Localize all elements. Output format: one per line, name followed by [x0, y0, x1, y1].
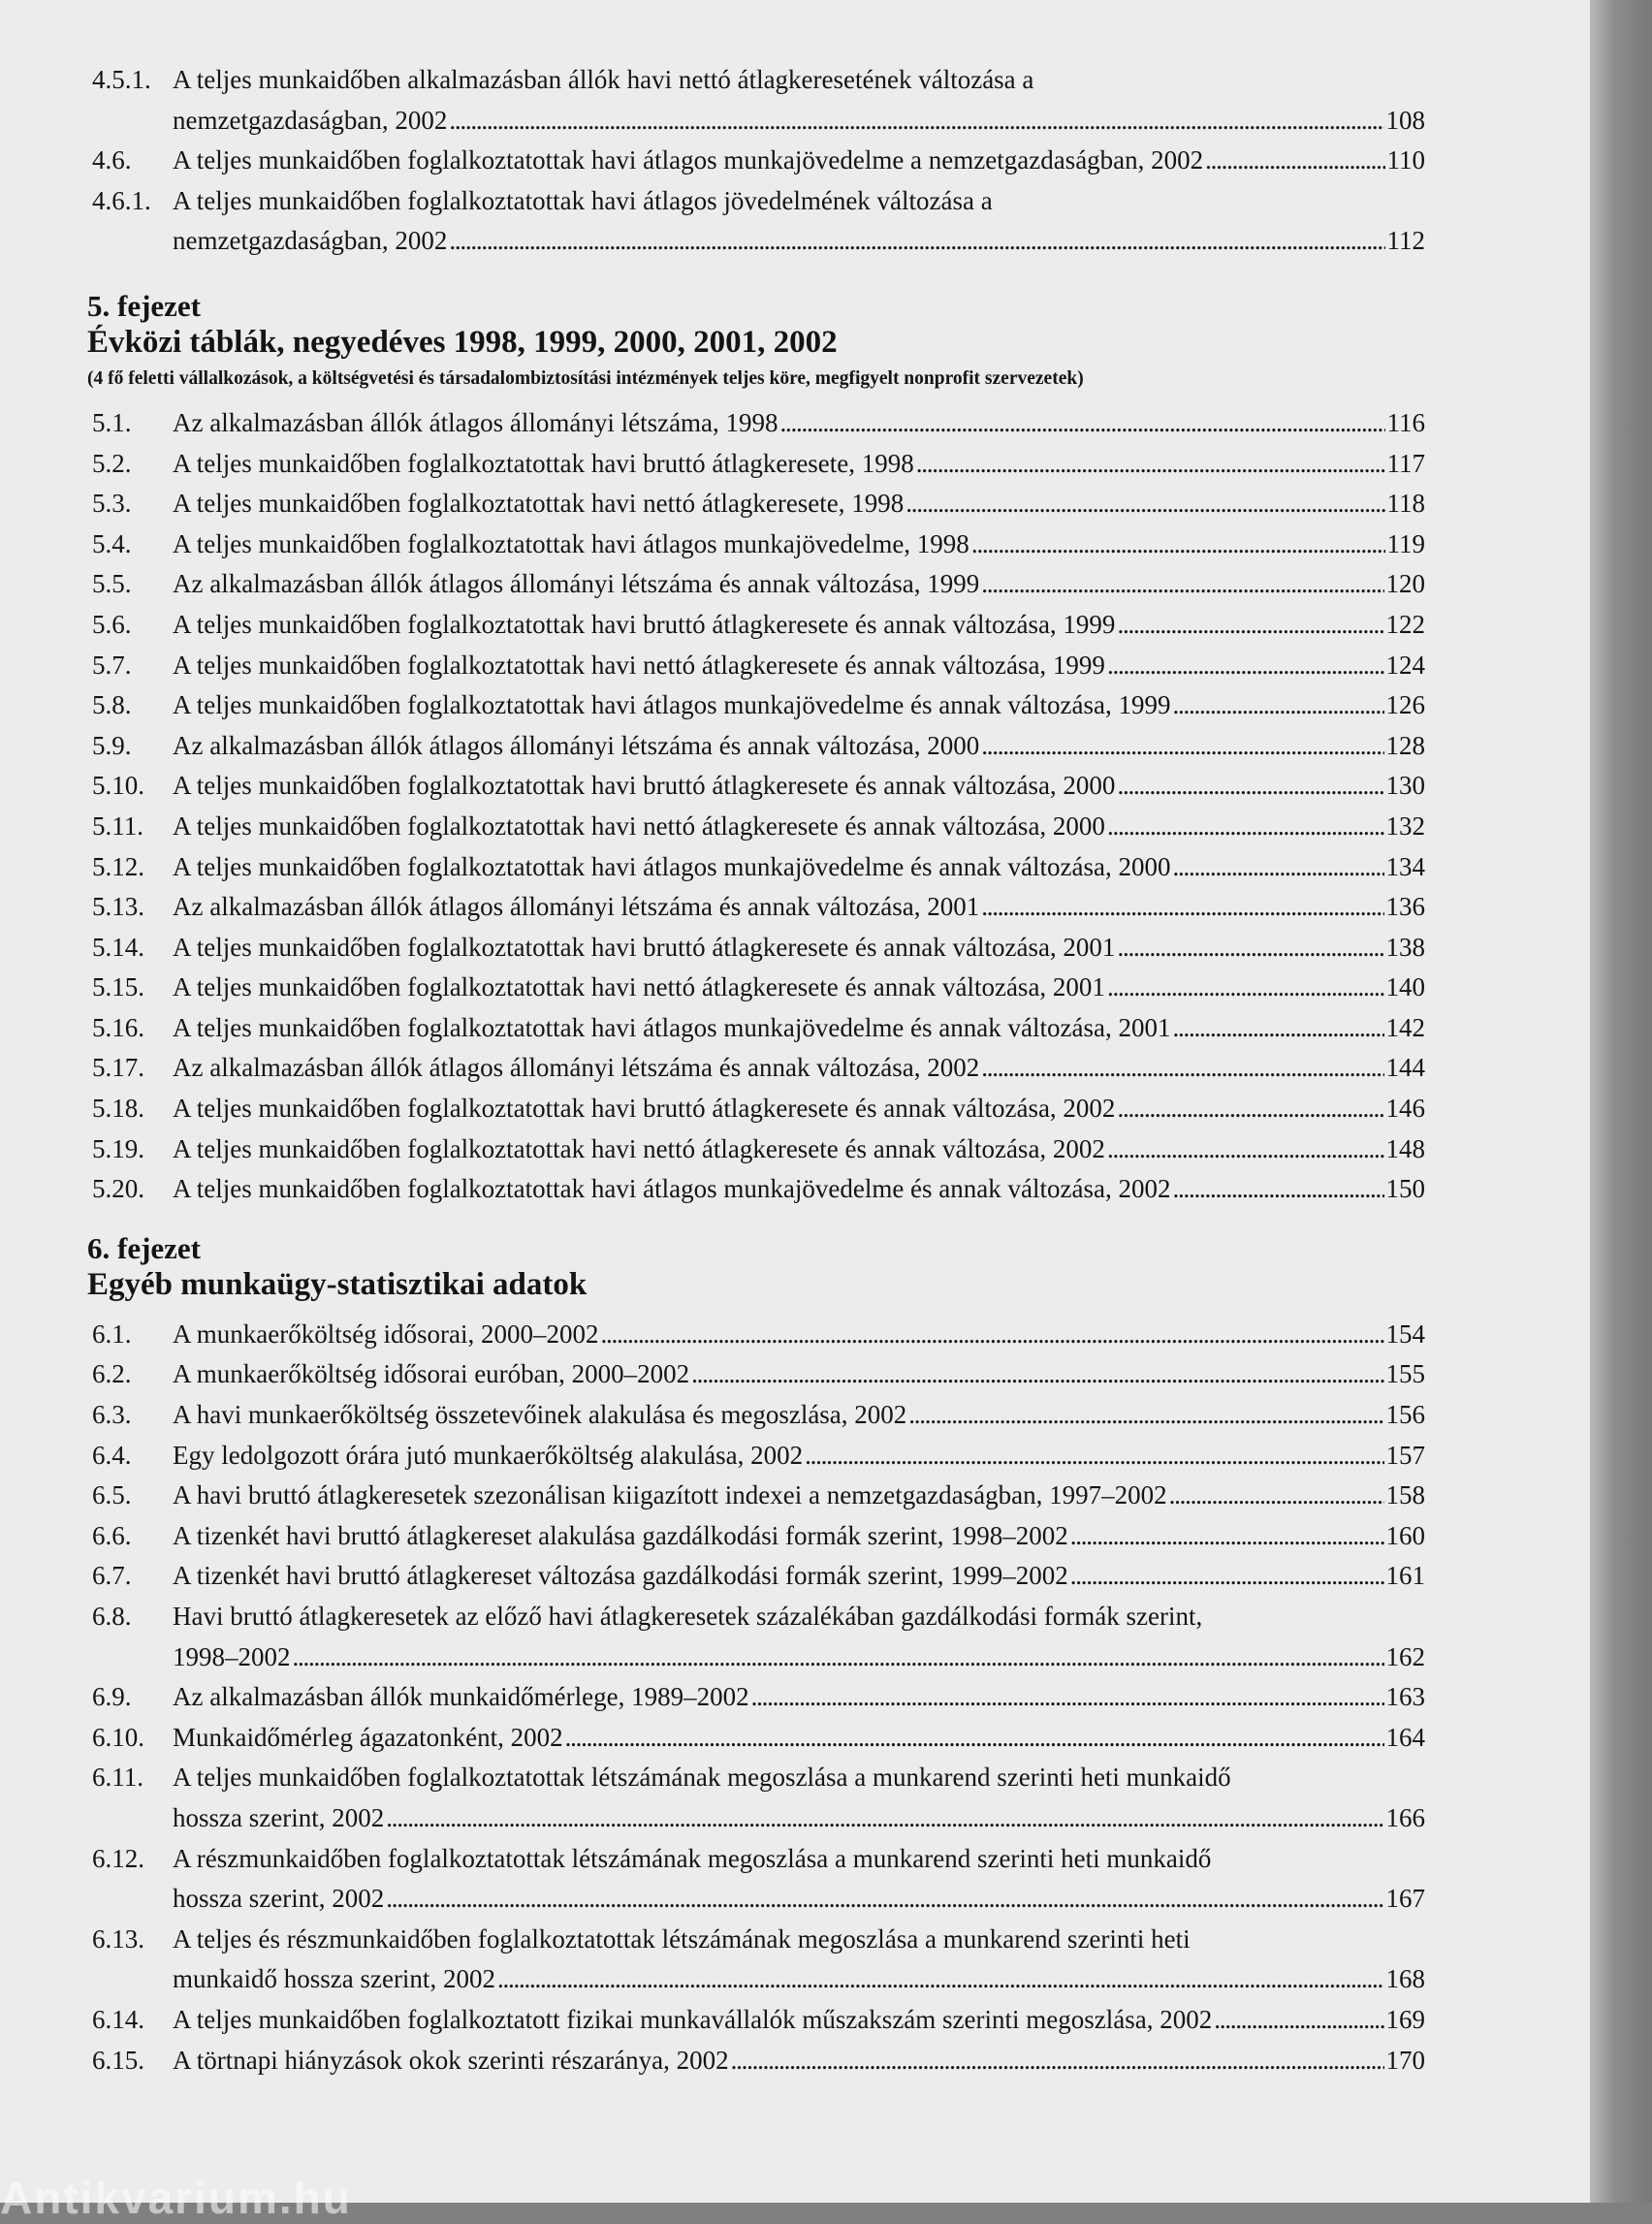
toc-entry-number: 6.11. [92, 1763, 143, 1793]
toc-entry-number: 5.13. [92, 892, 144, 922]
toc-entry-page-number: 120 [1385, 569, 1425, 599]
toc-entry-title: A teljes munkaidőben foglalkoztatottak havi átlagos munkajövedelme és annak változása, 2001 [173, 1012, 1171, 1042]
toc-entry-row [173, 726, 1425, 767]
dot-leader [293, 1637, 1384, 1678]
toc-entry-row [173, 605, 1425, 646]
toc-entry-row [173, 1879, 1425, 1920]
toc-entry-title: A teljes munkaidőben foglalkoztatottak havi nettó átlagkeresete és annak változása, 1999 [173, 650, 1105, 680]
dot-leader [1117, 928, 1383, 969]
dot-leader [1107, 807, 1384, 847]
toc-entry-title: Az alkalmazásban állók átlagos állományi létszáma és annak változása, 2001 [173, 892, 980, 922]
toc-entry-page-number: 170 [1385, 2045, 1425, 2075]
toc-entry-number: 5.11. [92, 810, 143, 841]
toc-entry-page-number: 158 [1385, 1480, 1425, 1510]
toc-entry[interactable] [87, 847, 1425, 888]
toc-entry-title: A teljes munkaidőben foglalkoztatottak havi nettó átlagkeresete és annak változása, 2002 [173, 1133, 1105, 1163]
toc-entry-title: A munkaerőköltség idősorai, 2000–2002 [173, 1319, 599, 1349]
toc-entry-row [173, 1169, 1425, 1210]
toc-entry[interactable] [87, 928, 1425, 969]
toc-entry[interactable] [87, 1089, 1425, 1129]
toc-entry[interactable] [87, 484, 1425, 524]
toc-entry-body [173, 605, 1425, 646]
toc-entry-page-number: 112 [1386, 226, 1425, 256]
toc-entry-body [173, 564, 1425, 605]
toc-entry-row [173, 766, 1425, 807]
toc-entry-row [173, 1516, 1425, 1557]
toc-entry-row [173, 1718, 1425, 1759]
toc-entry-title: A teljes munkaidőben foglalkoztatottak havi bruttó átlagkeresete és annak változása, 2000 [173, 771, 1116, 801]
toc-entry-body [173, 968, 1425, 1008]
toc-entry-body [173, 847, 1425, 888]
dot-leader [1172, 685, 1383, 726]
toc-entry-row [173, 807, 1425, 847]
dot-leader [1169, 1476, 1384, 1516]
toc-entry-page-number: 140 [1385, 972, 1425, 1002]
dot-leader [565, 1718, 1384, 1759]
toc-entry-body [173, 2041, 1425, 2081]
toc-entry-number: 6.9. [92, 1682, 132, 1712]
dot-leader [449, 101, 1383, 142]
toc-entry-row [173, 403, 1425, 444]
toc-entry[interactable] [87, 1839, 1425, 1920]
toc-entry-number: 6.5. [92, 1480, 132, 1510]
toc-entry-page-number: 132 [1385, 810, 1425, 841]
toc-entry[interactable] [87, 726, 1425, 767]
toc-entry[interactable] [87, 968, 1425, 1008]
toc-entry-body [173, 1048, 1425, 1089]
toc-entry[interactable] [87, 403, 1425, 444]
toc-entry-title: A teljes munkaidőben foglalkoztatottak havi átlagos munkajövedelme, 1998 [173, 528, 969, 558]
toc-entry-body [173, 1758, 1425, 1838]
table-of-contents [87, 60, 1425, 2081]
chapter-6-entries [87, 1315, 1425, 2081]
toc-entry-row [173, 484, 1425, 524]
toc-entry-number: 4.5.1. [92, 65, 151, 94]
toc-entry-row [173, 444, 1425, 485]
toc-entry-title: munkaidő hossza szerint, 2002 [173, 1964, 495, 1994]
dot-leader [1117, 605, 1383, 646]
toc-entry-row [173, 1315, 1425, 1355]
toc-entry-title-line1: A teljes munkaidőben foglalkoztatottak létszámának megoszlása a munkarend szerinti heti munkaidő [173, 1763, 1231, 1793]
dot-leader [449, 221, 1384, 262]
toc-entry-page-number: 157 [1385, 1440, 1425, 1470]
toc-entry-row [173, 1354, 1425, 1395]
toc-entry-page-number: 160 [1385, 1520, 1425, 1550]
dot-leader [981, 887, 1383, 928]
toc-entry[interactable] [87, 1597, 1425, 1677]
toc-entry-body [173, 1089, 1425, 1129]
toc-entry-body [173, 524, 1425, 565]
dot-leader [751, 1677, 1384, 1718]
chapter-5-subtitle: (4 fő feletti vállalkozások, a költségvetési és társadalombiztosítási intézmények teljes köre, megfigyelt nonprofit szervezetek) [87, 367, 1084, 389]
toc-entry[interactable] [87, 605, 1425, 646]
toc-entry-body [173, 807, 1425, 847]
toc-entry-row [173, 1395, 1425, 1436]
toc-entry-number: 5.15. [92, 972, 144, 1002]
toc-entry-title: Az alkalmazásban állók átlagos állományi létszáma és annak változása, 2002 [173, 1053, 980, 1083]
toc-entry-row [173, 887, 1425, 928]
toc-entry-number: 5.3. [92, 489, 132, 519]
toc-entry-number: 6.3. [92, 1400, 132, 1430]
toc-entry-number: 6.1. [92, 1319, 132, 1349]
toc-entry-row [173, 1008, 1425, 1049]
toc-entry-number: 4.6.1. [92, 185, 151, 215]
toc-entry-title: nemzetgazdaságban, 2002 [173, 105, 448, 135]
toc-entry-row [173, 1556, 1425, 1597]
toc-entry-number: 5.7. [92, 650, 132, 680]
toc-entry-title: Egy ledolgozott órára jutó munkaerőköltség alakulása, 2002 [173, 1440, 804, 1470]
toc-entry[interactable] [87, 1556, 1425, 1597]
toc-entry-number: 6.7. [92, 1561, 132, 1591]
toc-entry-number: 5.10. [92, 771, 144, 801]
dot-leader [916, 444, 1385, 485]
toc-entry[interactable] [87, 564, 1425, 605]
dot-leader [600, 1315, 1383, 1355]
toc-entry-number: 5.20. [92, 1174, 144, 1204]
toc-entry[interactable] [87, 1476, 1425, 1516]
dot-leader [1117, 1089, 1383, 1129]
toc-entry-row [173, 847, 1425, 888]
toc-entry-row [173, 685, 1425, 726]
section-chapter-4-continued [87, 60, 1425, 262]
toc-entry-body [173, 646, 1425, 686]
toc-entry-title-line1: A teljes és részmunkaidőben foglalkoztatottak létszámának megoszlása a munkarend szerinti heti [173, 1923, 1191, 1954]
dot-leader [1107, 968, 1384, 1008]
dot-leader [981, 1048, 1383, 1089]
toc-entry-body [173, 444, 1425, 485]
toc-entry[interactable] [87, 766, 1425, 807]
toc-entry[interactable] [87, 1395, 1425, 1436]
toc-entry-number: 5.12. [92, 851, 144, 881]
toc-entry-body [173, 1920, 1425, 2000]
toc-entry-row [173, 2000, 1425, 2041]
toc-entry-row [173, 1476, 1425, 1516]
toc-entry-title: A teljes munkaidőben foglalkoztatottak havi átlagos munkajövedelme és annak változása, 1999 [173, 690, 1171, 720]
toc-entry-row [173, 101, 1425, 142]
toc-entry[interactable] [87, 807, 1425, 847]
toc-entry-row [173, 221, 1425, 262]
toc-entry-body [173, 1395, 1425, 1436]
toc-entry[interactable] [87, 1436, 1425, 1477]
dot-leader [1070, 1556, 1384, 1597]
toc-entry-title: A tizenkét havi bruttó átlagkereset alakulása gazdálkodási formák szerint, 1998–2002 [173, 1520, 1068, 1550]
toc-entry-number: 5.14. [92, 932, 144, 962]
toc-entry-page-number: 148 [1385, 1133, 1425, 1163]
toc-entry-number: 5.2. [92, 448, 132, 478]
toc-entry-title: A teljes munkaidőben foglalkoztatottak havi átlagos munkajövedelme és annak változása, 2000 [173, 851, 1171, 881]
toc-entry-page-number: 117 [1386, 448, 1425, 478]
toc-entry-page-number: 156 [1385, 1400, 1425, 1430]
toc-entry-page-number: 163 [1385, 1682, 1425, 1712]
toc-entry-number: 4.6. [92, 145, 132, 175]
toc-entry-row [173, 141, 1425, 181]
toc-entry[interactable] [87, 1008, 1425, 1049]
toc-entry-body [173, 2000, 1425, 2041]
toc-entry-number: 5.4. [92, 528, 132, 558]
toc-entry[interactable] [87, 2041, 1425, 2081]
toc-entry-row [173, 1089, 1425, 1129]
toc-entry[interactable] [87, 1920, 1425, 2000]
toc-entry-page-number: 154 [1385, 1319, 1425, 1349]
toc-entry-body [173, 1315, 1425, 1355]
toc-entry-body [173, 1677, 1425, 1718]
toc-entry-number: 6.8. [92, 1602, 132, 1631]
toc-entry-title: nemzetgazdaságban, 2002 [173, 226, 448, 256]
toc-entry-row [173, 1048, 1425, 1089]
toc-entry-title: Munkaidőmérleg ágazatonként, 2002 [173, 1722, 563, 1752]
toc-entry-body [173, 1476, 1425, 1516]
toc-entry-title: 1998–2002 [173, 1641, 291, 1671]
toc-entry-title: Az alkalmazásban állók átlagos állományi létszáma és annak változása, 2000 [173, 730, 980, 760]
toc-entry[interactable] [87, 141, 1425, 181]
toc-entry-row [173, 1959, 1425, 2000]
toc-entry-number: 6.14. [92, 2004, 144, 2034]
toc-entry-body [173, 1597, 1425, 1677]
dot-leader [1172, 847, 1383, 888]
dot-leader [1172, 1169, 1383, 1210]
dot-leader [1107, 1129, 1384, 1170]
toc-entry-page-number: 142 [1385, 1012, 1425, 1042]
toc-entry-page-number: 169 [1385, 2004, 1425, 2034]
toc-entry-page-number: 130 [1385, 771, 1425, 801]
toc-entry-body [173, 1839, 1425, 1920]
toc-entry-page-number: 108 [1385, 105, 1425, 135]
toc-entry-title: Az alkalmazásban állók átlagos állományi létszáma és annak változása, 1999 [173, 569, 980, 599]
toc-entry-title: A munkaerőköltség idősorai euróban, 2000–2002 [173, 1359, 690, 1389]
toc-entry-page-number: 166 [1385, 1802, 1425, 1832]
toc-entry-title-line1: Havi bruttó átlagkeresetek az előző havi átlagkeresetek százalékában gazdálkodási formák szerint, [173, 1602, 1203, 1631]
dot-leader [908, 1395, 1383, 1436]
toc-entry-body [173, 403, 1425, 444]
toc-entry-row [173, 1677, 1425, 1718]
toc-entry-number: 5.16. [92, 1012, 144, 1042]
toc-entry-page-number: 155 [1385, 1359, 1425, 1389]
toc-entry-title: A teljes munkaidőben foglalkoztatottak havi nettó átlagkeresete és annak változása, 2000 [173, 810, 1105, 841]
toc-entry-number: 5.19. [92, 1133, 144, 1163]
dot-leader [981, 564, 1383, 605]
toc-entry-body [173, 887, 1425, 928]
toc-entry[interactable] [87, 181, 1425, 262]
toc-entry-number: 5.6. [92, 609, 132, 639]
toc-entry-page-number: 146 [1385, 1094, 1425, 1124]
toc-entry-page-number: 161 [1385, 1561, 1425, 1591]
toc-entry-row [173, 646, 1425, 686]
dot-leader [905, 484, 1384, 524]
toc-entry-title: A teljes munkaidőben foglalkoztatottak havi nettó átlagkeresete és annak változása, 2001 [173, 972, 1105, 1002]
toc-entry[interactable] [87, 1516, 1425, 1557]
toc-entry-row [173, 2041, 1425, 2081]
toc-entry-page-number: 124 [1385, 650, 1425, 680]
toc-entry-title: A teljes munkaidőben foglalkoztatottak havi átlagos munkajövedelme a nemzetgazdaságban, 2002 [173, 145, 1204, 175]
toc-entry-title: hossza szerint, 2002 [173, 1884, 385, 1914]
toc-entry-number: 6.2. [92, 1359, 132, 1389]
toc-entry-title: A teljes munkaidőben foglalkoztatottak havi bruttó átlagkeresete és annak változása, 1999 [173, 609, 1116, 639]
toc-entry-page-number: 167 [1385, 1884, 1425, 1914]
toc-entry-number: 5.18. [92, 1094, 144, 1124]
toc-entry[interactable] [87, 444, 1425, 485]
toc-entry-body [173, 726, 1425, 767]
toc-entry-page-number: 128 [1385, 730, 1425, 760]
dot-leader [1205, 141, 1384, 181]
toc-entry-row [173, 1637, 1425, 1678]
section-chapter-5 [87, 289, 1425, 1210]
toc-entry[interactable] [87, 887, 1425, 928]
toc-entry-body [173, 1718, 1425, 1759]
toc-entry-title: A havi munkaerőköltség összetevőinek alakulása és megoszlása, 2002 [173, 1400, 907, 1430]
toc-entry[interactable] [87, 1169, 1425, 1210]
chapter-5-heading: 5. fejezet [87, 288, 202, 323]
dot-leader [1107, 646, 1384, 686]
toc-entry-row [173, 1129, 1425, 1170]
toc-entry[interactable] [87, 1718, 1425, 1759]
section-chapter-6 [87, 1231, 1425, 2081]
toc-entry-body [173, 1008, 1425, 1049]
toc-entry-number: 5.17. [92, 1053, 144, 1083]
dot-leader [497, 1959, 1384, 2000]
toc-entry-number: 5.1. [92, 407, 132, 437]
dot-leader [731, 2041, 1384, 2081]
toc-entry-body [173, 1354, 1425, 1395]
toc-entry-number: 6.10. [92, 1722, 144, 1752]
toc-entry[interactable] [87, 1129, 1425, 1170]
toc-entry-body [173, 141, 1425, 181]
toc-entry[interactable] [87, 60, 1425, 141]
toc-entry-title: A teljes munkaidőben foglalkoztatott fizikai munkavállalók műszakszám szerinti megoszlása, 2002 [173, 2004, 1213, 2034]
toc-entry-title: A teljes munkaidőben foglalkoztatottak havi bruttó átlagkeresete, 1998 [173, 448, 914, 478]
chapter-5-entries [87, 403, 1425, 1210]
chapter-5-title: Évközi táblák, negyedéves 1998, 1999, 2000, 2001, 2002 [87, 324, 838, 360]
toc-entry[interactable] [87, 1758, 1425, 1838]
toc-entry-page-number: 122 [1385, 609, 1425, 639]
toc-entry-title-line1: A teljes munkaidőben foglalkoztatottak havi átlagos jövedelmének változása a [173, 185, 993, 215]
toc-entry-page-number: 162 [1385, 1641, 1425, 1671]
toc-entry-title: A teljes munkaidőben foglalkoztatottak havi bruttó átlagkeresete és annak változása, 2001 [173, 932, 1116, 962]
toc-entry-title: A törtnapi hiányzások okok szerinti részaránya, 2002 [173, 2045, 729, 2075]
toc-entry-body [173, 1436, 1425, 1477]
toc-entry-title: A havi bruttó átlagkeresetek szezonálisan kiigazított indexei a nemzetgazdaságban, 1997–2002 [173, 1480, 1167, 1510]
watermark: Antikvarium.hu [0, 2173, 352, 2223]
toc-entry-page-number: 168 [1385, 1964, 1425, 1994]
toc-entry-body [173, 1516, 1425, 1557]
toc-entry-number: 6.4. [92, 1440, 132, 1470]
toc-entry[interactable] [87, 1354, 1425, 1395]
toc-entry-body [173, 1169, 1425, 1210]
toc-entry-body [173, 181, 1425, 262]
toc-entry-body [173, 928, 1425, 969]
toc-entry-row [173, 524, 1425, 565]
chapter-6-heading: 6. fejezet [87, 1230, 202, 1265]
dot-leader [1172, 1008, 1383, 1049]
toc-entry-page-number: 164 [1385, 1722, 1425, 1752]
toc-entry[interactable] [87, 646, 1425, 686]
dot-leader [691, 1354, 1383, 1395]
dot-leader [386, 1798, 1383, 1839]
toc-entry-row [173, 928, 1425, 969]
toc-entry-number: 6.6. [92, 1520, 132, 1550]
toc-entry[interactable] [87, 2000, 1425, 2041]
toc-entry-body [173, 60, 1425, 141]
dot-leader [981, 726, 1383, 767]
toc-entry-row [173, 564, 1425, 605]
toc-entry-number: 5.9. [92, 730, 132, 760]
toc-entry-number: 5.8. [92, 690, 132, 720]
toc-entry[interactable] [87, 524, 1425, 565]
toc-entry-page-number: 150 [1385, 1174, 1425, 1204]
toc-entry-row [173, 968, 1425, 1008]
toc-entry-page-number: 136 [1385, 892, 1425, 922]
toc-entry-row [173, 1436, 1425, 1477]
toc-entry-page-number: 116 [1386, 407, 1425, 437]
toc-entry-title: A tizenkét havi bruttó átlagkereset változása gazdálkodási formák szerint, 1999–2002 [173, 1561, 1068, 1591]
toc-entry-title: A teljes munkaidőben foglalkoztatottak havi átlagos munkajövedelme és annak változása, 2002 [173, 1174, 1171, 1204]
toc-entry-number: 6.12. [92, 1843, 144, 1873]
toc-entry-number: 6.15. [92, 2045, 144, 2075]
toc-entry-page-number: 118 [1386, 489, 1425, 519]
toc-entry-page-number: 134 [1385, 851, 1425, 881]
toc-entry-number: 5.5. [92, 569, 132, 599]
toc-entry-page-number: 119 [1386, 528, 1425, 558]
toc-entry-title: Az alkalmazásban állók munkaidőmérlege, 1989–2002 [173, 1682, 749, 1712]
toc-entry-page-number: 126 [1385, 690, 1425, 720]
toc-entry-title: Az alkalmazásban állók átlagos állományi létszáma, 1998 [173, 407, 778, 437]
toc-entry[interactable] [87, 1677, 1425, 1718]
chapter-6-title: Egyéb munkaügy-statisztikai adatok [87, 1266, 588, 1302]
page-edge-shadow [1590, 0, 1652, 2203]
dot-leader [805, 1436, 1383, 1477]
toc-entry[interactable] [87, 1315, 1425, 1355]
toc-entry-page-number: 138 [1385, 932, 1425, 962]
toc-entry[interactable] [87, 685, 1425, 726]
toc-entry-page-number: 110 [1386, 145, 1425, 175]
dot-leader [971, 524, 1385, 565]
dot-leader [1117, 766, 1383, 807]
toc-entry-body [173, 1129, 1425, 1170]
toc-entry-number: 6.13. [92, 1923, 144, 1954]
toc-entry-body [173, 685, 1425, 726]
toc-entry[interactable] [87, 1048, 1425, 1089]
toc-entry-title-line1: A részmunkaidőben foglalkoztatottak létszámának megoszlása a munkarend szerinti heti munkaidő [173, 1843, 1212, 1873]
toc-entry-row [173, 1798, 1425, 1839]
dot-leader [780, 403, 1385, 444]
toc-entry-body [173, 1556, 1425, 1597]
toc-entry-body [173, 484, 1425, 524]
dot-leader [386, 1879, 1383, 1920]
toc-entry-title-line1: A teljes munkaidőben alkalmazásban állók havi nettó átlagkeresetének változása a [173, 65, 1034, 94]
toc-entry-page-number: 144 [1385, 1053, 1425, 1083]
toc-entry-title: A teljes munkaidőben foglalkoztatottak havi bruttó átlagkeresete és annak változása, 2002 [173, 1094, 1116, 1124]
dot-leader [1070, 1516, 1384, 1557]
toc-entry-title: A teljes munkaidőben foglalkoztatottak havi nettó átlagkeresete, 1998 [173, 489, 905, 519]
toc-entry-title: hossza szerint, 2002 [173, 1802, 385, 1832]
dot-leader [1214, 2000, 1383, 2041]
toc-entry-body [173, 766, 1425, 807]
